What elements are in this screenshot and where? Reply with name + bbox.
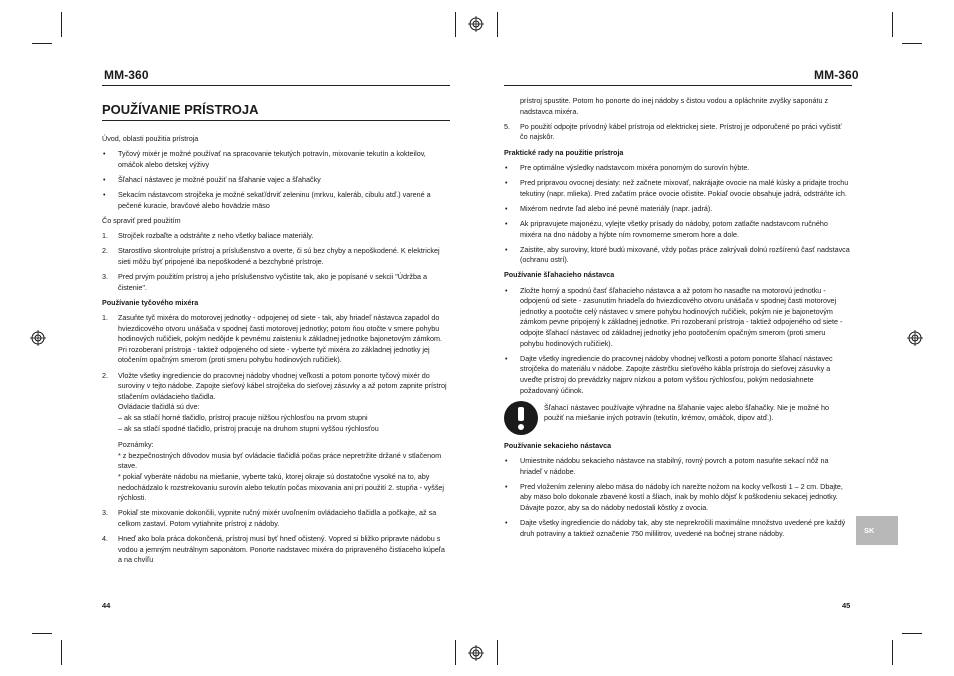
list-item: 2. Vložte všetky ingrediencie do pracovnej nádoby vhodnej veľkosti a potom ponorte tyčový mixér do suroviny v tejto nádobe. Zapojte sieťový kábel strojčeka do sieťovej zásuvky a až potom zapnite prístroj stlačením ovládacieho tlačidla. Ovládacie tlačidlá sú dve: – ak sa stlačí horné tlačidlo, prístroj pracuje nižšou rýchlosťou na prvom stupni – ak sa stlačí spodné tlačidlo, prístroj pracuje na druhom stupni vyššou rýchlosťou	[102, 370, 447, 433]
spread-fold-mark	[455, 640, 456, 665]
crop-mark	[892, 12, 893, 37]
warning-note	[504, 401, 850, 435]
list-item: 3. Pred prvým použitím prístroj a jeho príslušenstvo vyčistite tak, ako je popísané v sekcii "Údržba a čistenie".	[102, 272, 427, 292]
list-item: • Tyčový mixér je možné používať na spracovanie tekutých potravín, mixovanie tekutín a kokteilov, omáčok alebo detskej výživy	[103, 149, 426, 169]
list-item: • Šľahací nástavec je možné použiť na šľahanie vajec a šľahačky	[103, 174, 321, 184]
language-tab-label: SK	[864, 526, 875, 535]
tips-heading: Praktické rady na použitie prístroja	[504, 147, 624, 157]
warning-exclamation-icon	[504, 401, 538, 435]
page-title: POUŽÍVANIE PRÍSTROJA	[102, 102, 259, 117]
warning-text: Šľahací nástavec používajte výhradne na šľahanie vajec alebo šľahačky. Nie je možné ho použiť na miešanie iných potravín (tekutín, krémov, omáčok, dipov atď.).	[544, 402, 830, 423]
list-item: 4. Hneď ako bola práca dokončená, prístroj musí byť hneď očistený. Vopred si bližko pripravte nádobu s vodou a jemným neutrálnym saponátom. Ponorte nadstavec mixéra do pripraveného čistiaceho kúpeľa a na chvíľu	[102, 534, 445, 565]
list-item: 3. Pokiaľ ste mixovanie dokončili, vypnite ručný mixér uvoľnením ovládacieho tlačidla a počkajte, až sa celkom zastaví. Potom vytiahnite prístroj z nádoby.	[102, 508, 437, 528]
registration-mark-icon	[468, 16, 484, 32]
list-item: • Ak pripravujete majonézu, vylejte všetky prísady do nádoby, potom zatlačte nadstavcom ručného mixéra na dno nádoby a hýbte ním rovnomerne smerom hore a dole.	[505, 218, 828, 239]
intro-heading: Úvod, oblasti použitia prístroja	[102, 134, 199, 143]
header-rule-left	[102, 85, 450, 86]
language-tab	[856, 516, 898, 545]
crop-mark	[32, 43, 52, 44]
list-item: • Mixérom nedrvte ľad alebo iné pevné materiály (napr. jadrá).	[505, 203, 713, 213]
crop-mark	[902, 633, 922, 634]
title-rule	[102, 120, 450, 121]
spread-fold-mark	[497, 640, 498, 665]
bullet: •	[103, 190, 106, 200]
list-item: • Dajte všetky ingrediencie do pracovnej nádoby vhodnej veľkosti a potom ponorte šľahací nástavec strojčeka do materiálu v nádobe. Zapojte zástrčku sieťového kábla prístroja do sieťovej zásuvky a uveďte prístroj do prevádzky najprv nízkou a potom vyššou rýchlosťou, pokým nedosiahnete požadovaný účinok.	[505, 353, 833, 395]
crop-mark	[61, 12, 62, 37]
list-item: • Zložte horný a spodnú časť šľahacieho nástavca a až potom ho nasaďte na motorovú jednotku - odpojenú od siete - zasunutím hriadeľa do hviezdicového otvoru unášača v spodnej časti motorovej jednotky a pootočte celý nástavec v smere pohybu hodinových ručičiek, pokým nie je bajonetovým zámkom pevne pripojený k základnej jednotke. Pri rozoberaní prístroja - taktiež odpojeného od siete - odpojte šľahací nástavec od základnej jednotky jeho pootočením opačným smerom (proti smeru pohybu hodinových ručičiek).	[505, 285, 843, 348]
list-item: • Sekacím nástavcom strojčeka je možné sekať/drviť zeleninu (mrkvu, kaleráb, cibulu atď.) varené a pečené kuracie, bravčové alebo hovädzie mäso	[103, 190, 431, 210]
list-item: 1. Strojček rozbaľte a odstráňte z neho všetky baliace materiály.	[102, 231, 314, 241]
chop-heading: Používanie sekacieho nástavca	[504, 440, 612, 450]
step-4-continuation: prístroj spustite. Potom ho ponorte do inej nádoby s čistou vodou a opláchnite zvyšky saponátu z nadstavca mixéra.	[520, 96, 829, 116]
page-number-left: 44	[102, 601, 111, 610]
crop-mark	[32, 633, 52, 634]
registration-mark-icon	[907, 330, 923, 346]
prep-heading: Čo spraviť pred použitím	[102, 215, 181, 225]
bullet: •	[103, 149, 106, 159]
crop-mark	[902, 43, 922, 44]
list-item: 5. Po použití odpojte prívodný kábel prístroja od elektrickej siete. Prístroj je odporučené po práci vyčistiť čo najskôr.	[504, 121, 842, 142]
page-number-right: 45	[842, 601, 851, 610]
crop-mark	[892, 640, 893, 665]
list-item: 2. Starostlivo skontrolujte prístroj a príslušenstvo a overte, či sú bez chyby a nepoškodené. K elektrickej sieti môžu byť pripojené iba nepoškodené a bezchybné prístroje.	[102, 246, 440, 266]
model-name-left: MM-360	[104, 68, 149, 82]
list-item: • Umiestnite nádobu sekacieho nástavce na stabilný, rovný povrch a potom nasuňte sekací nôž na hriadeľ v nádobe.	[505, 455, 829, 476]
usage-heading: Používanie tyčového mixéra	[102, 297, 199, 307]
header-rule-right	[504, 85, 852, 86]
left-column	[102, 134, 448, 571]
spread-fold-mark	[497, 12, 498, 37]
right-column	[504, 96, 850, 544]
registration-mark-icon	[30, 330, 46, 346]
registration-mark-icon	[468, 645, 484, 661]
crop-mark	[61, 640, 62, 665]
list-item: • Pred pripravou ovocnej desiaty: než začnete mixovať, nakrájajte ovocie na malé kúsky a pridajte trochu tekutiny (napr. mlieka). Pred začatím práce ovocie očistite. Pokiaľ ovocie obsahuje jadrá, odstráňte ich.	[505, 177, 849, 198]
list-item: • Zaistite, aby suroviny, ktoré budú mixované, vždy počas práce zakrývali dolnú rozšírenú časť nadstavca (ochranu ostrí).	[505, 244, 850, 265]
list-item: • Dajte všetky ingrediencie do nádoby tak, aby ste neprekročili maximálne množstvo uvedené pre každý druh potraviny a taktiež označenie 750 mililitrov, uvedené na bočnej strane nádoby.	[505, 518, 846, 538]
list-item: 1. Zasuňte tyč mixéra do motorovej jednotky - odpojenej od siete - tak, aby hriadeľ nástavca zapadol do hviezdicového otvoru unášača v spodnej časti motorovej jednotky; potom ňou otočte v smere pohybu hodinových ručičiek, pokým nedôjde k pevnému zaisteniu k základnej jednotke bajonetovým zámkom. Pri rozoberaní prístroja - taktiež odpojeného od siete - vyberte tyč mixéra zo základnej jednotky jej otočením opačným smerom (proti smeru pohybu hodinových ručičiek).	[102, 313, 443, 365]
list-item: • Pred vložením zeleniny alebo mäsa do nádoby ich narežte nožom na kocky veľkosti 1 – 2 cm. Dbajte, aby mäso bolo dokonale zbavené kostí a šliach, inak by mohlo dôjsť k poškodeniu sekacej jednotky. Dávajte pozor, aby sa do nádoby nedostali kôstky z ovocia.	[505, 481, 843, 512]
model-name-right: MM-360	[814, 68, 859, 82]
bullet: •	[103, 174, 106, 184]
whisk-heading: Používanie šľahacieho nástavca	[504, 270, 615, 280]
notes: Poznámky: * z bezpečnostných dôvodov musia byť ovládacie tlačidlá počas práce nepretržite držané v stlačenom stave. * pokiaľ vyberáte nádobu na miešanie, vyberte takú, ktorej okraje sú dostatočne vysoké na to, aby nedochádzalo k rozstrekovaniu surovín alebo tekutín počas mixovania ani pri použití 2. stupňa - vyššej rýchlosti.	[118, 440, 445, 503]
list-item: • Pre optimálne výsledky nadstavcom mixéra ponorným do surovín hýbte.	[505, 162, 750, 172]
spread-fold-mark	[455, 12, 456, 37]
